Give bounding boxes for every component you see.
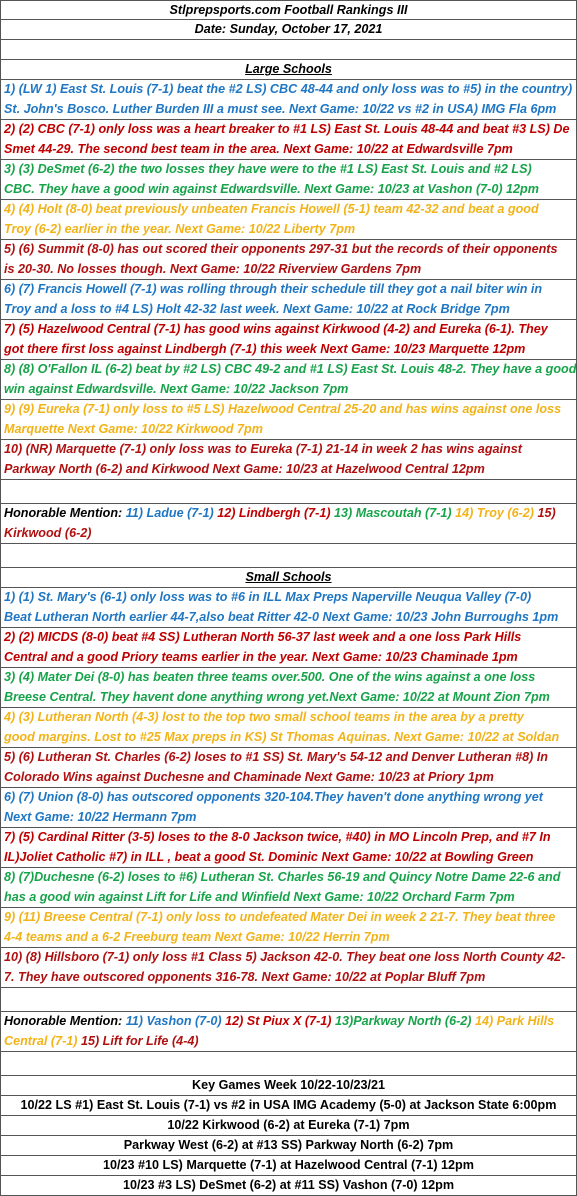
ranking-entry-line: 7) (5) Cardinal Ritter (3-5) loses to the 8-0 Jackson twice, #40) in MO Lincoln Prep, and #7 In — [4, 830, 551, 844]
honorable-mention-label: Honorable Mention: — [4, 506, 123, 520]
ranking-entry — [0, 868, 577, 908]
key-game-row: 10/22 Kirkwood (6-2) at Eureka (7-1) 7pm — [0, 1116, 577, 1136]
ranking-entry — [0, 160, 577, 200]
large-honorable-mention — [0, 504, 577, 544]
key-game-row: 10/23 #10 LS) Marquette (7-1) at Hazelwood Central (7-1) 12pm — [0, 1156, 577, 1176]
ranking-entry — [0, 280, 577, 320]
ranking-entry-line: is 20-30. No losses though. Next Game: 10/22 Riverview Gardens 7pm — [4, 261, 422, 276]
ranking-entry — [0, 80, 577, 120]
spacer — [0, 544, 577, 568]
ranking-entry-line: 3) (3) DeSmet (6-2) the two losses they have were to the #1 LS) East St. Louis and #2 LS) — [4, 162, 532, 176]
spacer — [0, 40, 577, 60]
ranking-entry — [0, 320, 577, 360]
ranking-entry — [0, 628, 577, 668]
sheet-title: Stlprepsports.com Football Rankings III — [0, 0, 577, 20]
ranking-entry — [0, 240, 577, 280]
ranking-entry — [0, 360, 577, 400]
ranking-entry — [0, 748, 577, 788]
ranking-entry-line: 9) (11) Breese Central (7-1) only loss to undefeated Mater Dei in week 2 21-7. They beat three — [4, 910, 556, 924]
key-games-heading: Key Games Week 10/22-10/23/21 — [0, 1076, 577, 1096]
honorable-mention-team: 12) St Piux X (7-1) — [225, 1014, 332, 1028]
ranking-entry-line: 6) (7) Union (8-0) has outscored opponents 320-104.They haven't done anything wrong yet — [4, 790, 544, 804]
ranking-entry-line: 10) (8) Hillsboro (7-1) only loss #1 Class 5) Jackson 42-0. They beat one loss North County 42- — [4, 950, 566, 964]
ranking-entry — [0, 788, 577, 828]
ranking-entry-line: 1) (LW 1) East St. Louis (7-1) beat the #2 LS) CBC 48-44 and only loss was to #5) in the country) — [4, 82, 573, 96]
key-game-row: 10/22 LS #1) East St. Louis (7-1) vs #2 in USA IMG Academy (5-0) at Jackson State 6:00pm — [0, 1096, 577, 1116]
spacer — [0, 1052, 577, 1076]
ranking-entry — [0, 828, 577, 868]
honorable-mention-team: 11) Vashon (7-0) — [125, 1014, 222, 1028]
ranking-entry-line: good margins. Lost to #25 Max preps in KS) St Thomas Aquinas. Next Game: 10/22 at Soldan — [4, 729, 560, 744]
ranking-entry-line: Beat Lutheran North earlier 44-7,also beat Ritter 42-0 Next Game: 10/23 John Burroughs 1pm — [4, 609, 559, 624]
ranking-entry-line: 5) (6) Lutheran St. Charles (6-2) loses to #1 SS) St. Mary's 54-12 and Denver Lutheran #8) In — [4, 750, 548, 764]
ranking-entry-line: 8) (8) O'Fallon IL (6-2) beat by #2 LS) CBC 49-2 and #1 LS) East St. Louis 48-2. They have a good — [4, 362, 577, 376]
ranking-entry-line: St. John's Bosco. Luther Burden III a must see. Next Game: 10/22 vs #2 in USA) IMG Fla 6pm — [4, 101, 557, 116]
ranking-entry-line: Troy and a loss to #4 LS) Holt 42-32 last week. Next Game: 10/22 at Rock Bridge 7pm — [4, 301, 510, 316]
ranking-entry-line: 7. They have outscored opponents 316-78. Next Game: 10/22 at Poplar Bluff 7pm — [4, 969, 486, 984]
sheet-date: Date: Sunday, October 17, 2021 — [0, 20, 577, 40]
ranking-entry-line: 4-4 teams and a 6-2 Freeburg team Next Game: 10/22 Herrin 7pm — [4, 929, 390, 944]
ranking-entry — [0, 400, 577, 440]
ranking-entry-line: 7) (5) Hazelwood Central (7-1) has good wins against Kirkwood (4-2) and Eureka (6-1). They — [4, 322, 548, 336]
large-schools-list — [0, 80, 577, 480]
ranking-entry-line: Breese Central. They havent done anything wrong yet.Next Game: 10/22 at Mount Zion 7pm — [4, 689, 550, 704]
ranking-entry-line: win against Edwardsville. Next Game: 10/22 Jackson 7pm — [4, 381, 349, 396]
key-games-list — [0, 1096, 577, 1196]
ranking-entry-line: Next Game: 10/22 Hermann 7pm — [4, 809, 197, 824]
small-schools-list — [0, 588, 577, 988]
ranking-entry-line: Central and a good Priory teams earlier in the year. Next Game: 10/23 Chaminade 1pm — [4, 649, 518, 664]
small-schools-heading: Small Schools — [0, 568, 577, 588]
ranking-entry — [0, 200, 577, 240]
honorable-mention-team: 14) Troy (6-2) — [455, 506, 534, 520]
honorable-mention-team: 11) Ladue (7-1) — [125, 506, 214, 520]
ranking-entry — [0, 908, 577, 948]
ranking-entry-line: 1) (1) St. Mary's (6-1) only loss was to #6 in ILL Max Preps Naperville Neuqua Valley (7-0) — [4, 590, 532, 604]
ranking-entry-line: got there first loss against Lindbergh (7-1) this week Next Game: 10/23 Marquette 12pm — [4, 341, 526, 356]
honorable-mention-team: 15) Lift for Life (4-4) — [80, 1033, 199, 1048]
honorable-mention-team: 13) Mascoutah (7-1) — [334, 506, 452, 520]
ranking-entry-line: 9) (9) Eureka (7-1) only loss to #5 LS) Hazelwood Central 25-20 and has wins against one loss — [4, 402, 562, 416]
honorable-mention-label: Honorable Mention: — [4, 1014, 123, 1028]
ranking-entry — [0, 668, 577, 708]
ranking-entry-line: Colorado Wins against Duchesne and Chaminade Next Game: 10/23 at Priory 1pm — [4, 769, 494, 784]
ranking-entry — [0, 588, 577, 628]
ranking-entry-line: CBC. They have a good win against Edwardsville. Next Game: 10/23 at Vashon (7-0) 12pm — [4, 181, 539, 196]
ranking-entry-line: 3) (4) Mater Dei (8-0) has beaten three teams over.500. One of the wins against a one loss — [4, 670, 536, 684]
ranking-entry-line: 10) (NR) Marquette (7-1) only loss was to Eureka (7-1) 21-14 in week 2 has wins against — [4, 442, 522, 456]
ranking-entry-line: Troy (6-2) earlier in the year. Next Game: 10/22 Liberty 7pm — [4, 221, 356, 236]
spacer — [0, 988, 577, 1012]
honorable-mention-team: 15) Kirkwood (6-2) — [4, 506, 556, 540]
spacer — [0, 480, 577, 504]
honorable-mention-team: 13)Parkway North (6-2) — [335, 1014, 472, 1028]
small-honorable-mention — [0, 1012, 577, 1052]
ranking-entry — [0, 708, 577, 748]
ranking-entry — [0, 120, 577, 160]
key-game-row: Parkway West (6-2) at #13 SS) Parkway North (6-2) 7pm — [0, 1136, 577, 1156]
ranking-entry — [0, 948, 577, 988]
key-game-row: 10/23 #3 LS) DeSmet (6-2) at #11 SS) Vashon (7-0) 12pm — [0, 1176, 577, 1196]
ranking-entry-line: Smet 44-29. The second best team in the area. Next Game: 10/22 at Edwardsville 7pm — [4, 141, 513, 156]
ranking-entry-line: 4) (3) Lutheran North (4-3) lost to the top two small school teams in the area by a pretty — [4, 710, 524, 724]
ranking-entry-line: 2) (2) MICDS (8-0) beat #4 SS) Lutheran North 56-37 last week and a one loss Park Hills — [4, 630, 522, 644]
honorable-mention-team: 12) Lindbergh (7-1) — [217, 506, 331, 520]
ranking-entry-line: 5) (6) Summit (8-0) has out scored their opponents 297-31 but the records of their opponents — [4, 242, 558, 256]
ranking-entry-line: 8) (7)Duchesne (6-2) loses to #6) Lutheran St. Charles 56-19 and Quincy Notre Dame 22-6 and — [4, 870, 561, 884]
ranking-entry-line: Marquette Next Game: 10/22 Kirkwood 7pm — [4, 421, 263, 436]
ranking-entry-line: IL)Joliet Catholic #7) in ILL , beat a good St. Dominic Next Game: 10/22 at Bowling Green — [4, 849, 534, 864]
ranking-entry-line: 4) (4) Holt (8-0) beat previously unbeaten Francis Howell (5-1) team 42-32 and beat a good — [4, 202, 539, 216]
ranking-entry-line: has a good win against Lift for Life and Winfield Next Game: 10/22 Orchard Farm 7pm — [4, 889, 515, 904]
ranking-entry-line: 2) (2) CBC (7-1) only loss was a heart breaker to #1 LS) East St. Louis 48-44 and beat #3 LS) De — [4, 122, 570, 136]
honorable-mention-team: 14) Park Hills Central (7-1) — [4, 1014, 555, 1048]
ranking-entry-line: 6) (7) Francis Howell (7-1) was rolling through their schedule till they got a nail biter win in — [4, 282, 543, 296]
ranking-entry — [0, 440, 577, 480]
large-schools-heading: Large Schools — [0, 60, 577, 80]
ranking-entry-line: Parkway North (6-2) and Kirkwood Next Game: 10/23 at Hazelwood Central 12pm — [4, 461, 485, 476]
